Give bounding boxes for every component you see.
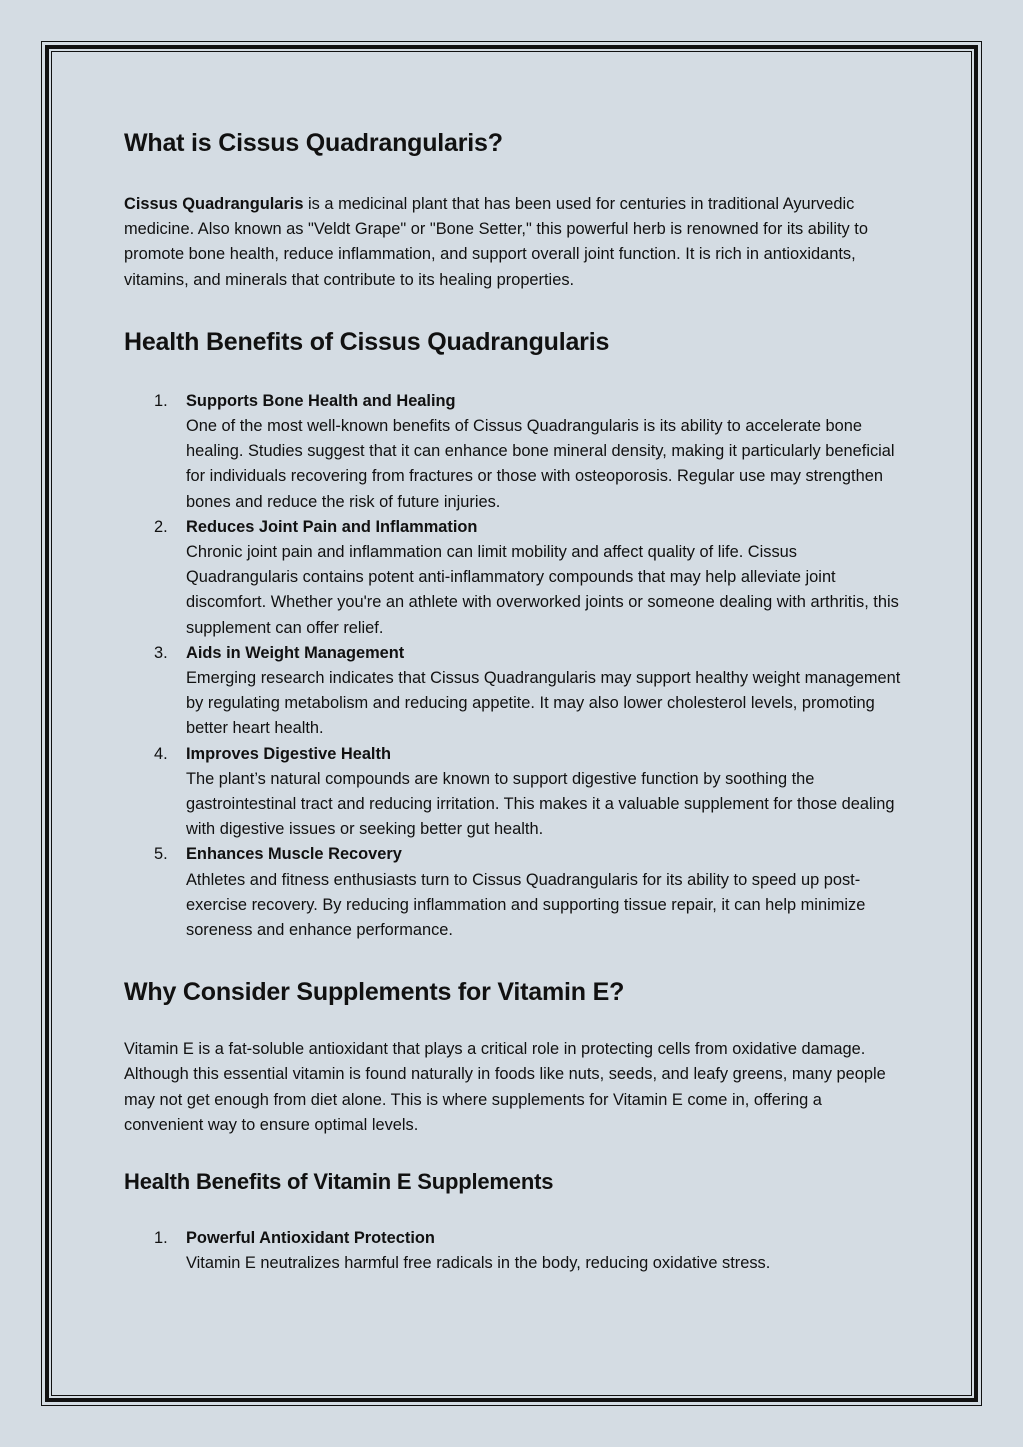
list-item [124,742,904,843]
vitamin-e-benefits-list [124,1226,904,1276]
list-item-body: Emerging research indicates that Cissus Quadrangularis may support healthy weight management by regulating metabolism and reducing appetite. It may also lower cholesterol levels, promoting better heart health. [186,669,901,738]
intro-paragraph [124,192,904,293]
list-item-body: The plant’s natural compounds are known to support digestive function by soothing the gastrointestinal tract and reducing irritation. This makes it a valuable supplement for those dealing with digestive issues or seeking better gut health. [186,769,895,839]
heading-why-vitamin-e: Why Consider Supplements for Vitamin E? [124,978,625,1007]
list-item [124,842,904,943]
heading-cissus-benefits: Health Benefits of Cissus Quadrangularis [124,327,610,356]
intro-bold-term: Cissus Quadrangularis [124,195,304,213]
list-item-title: Improves Digestive Health [186,744,391,763]
list-number: 3. [154,643,168,662]
list-item-body: Chronic joint pain and inflammation can limit mobility and affect quality of life. Cissus Quadrangularis contains potent anti-inflammatory compounds that may help alleviate joint discomfort. Whether you're an athlete with overworked joints or someone dealing with arthritis, this supplement can offer relief. [186,543,899,637]
list-item-title: Supports Bone Health and Healing [186,391,456,410]
list-item-title: Aids in Weight Management [186,643,405,662]
heading-vitamin-e-benefits: Health Benefits of Vitamin E Supplements [124,1169,554,1195]
list-number: 4. [154,744,168,763]
document-content [124,120,904,1277]
list-item-body: Vitamin E neutralizes harmful free radicals in the body, reducing oxidative stress. [186,1254,771,1273]
list-item-title: Reduces Joint Pain and Inflammation [186,517,478,536]
list-item-body: Athletes and fitness enthusiasts turn to Cissus Quadrangularis for its ability to speed up post-exercise recovery. By reducing inflammation and supporting tissue repair, it can help minimize soreness and enhance performance. [186,870,866,940]
list-number: 1. [154,391,168,410]
list-item-title: Enhances Muscle Recovery [186,845,402,864]
list-item [124,515,904,641]
list-item-title: Powerful Antioxidant Protection [186,1229,435,1248]
list-number: 5. [154,845,168,864]
list-number: 2. [154,517,168,536]
list-item [124,389,904,515]
list-item [124,641,904,742]
list-item [124,1226,904,1276]
heading-what-is-cissus: What is Cissus Quadrangularis? [124,129,503,157]
vitamin-e-paragraph: Vitamin E is a fat-soluble antioxidant that plays a critical role in protecting cells from oxidative damage. Although this essential vitamin is found naturally in foods like nuts, seeds, and leafy greens, many people may not get enough from diet alone. This is where supplements for Vitamin E come in, offering a convenient way to ensure optimal levels. [124,1040,886,1134]
intro-text: is a medicinal plant that has been used for centuries in traditional Ayurvedic medicine. Also known as "Veldt Grape" or "Bone Setter," this powerful herb is renowned for its ability to promote bone health, reduce inflammation, and support overall joint function. It is rich in antioxidants, vitamins, and minerals that contribute to its healing properties. [124,195,868,289]
cissus-benefits-list [124,389,904,943]
list-item-body: One of the most well-known benefits of Cissus Quadrangularis is its ability to accelerate bone healing. Studies suggest that it can enhance bone mineral density, making it particularly beneficial for individuals recovering from fractures or those with osteoporosis. Regular use may strengthen bones and reduce the risk of future injuries. [186,417,895,511]
list-number: 1. [154,1229,168,1248]
